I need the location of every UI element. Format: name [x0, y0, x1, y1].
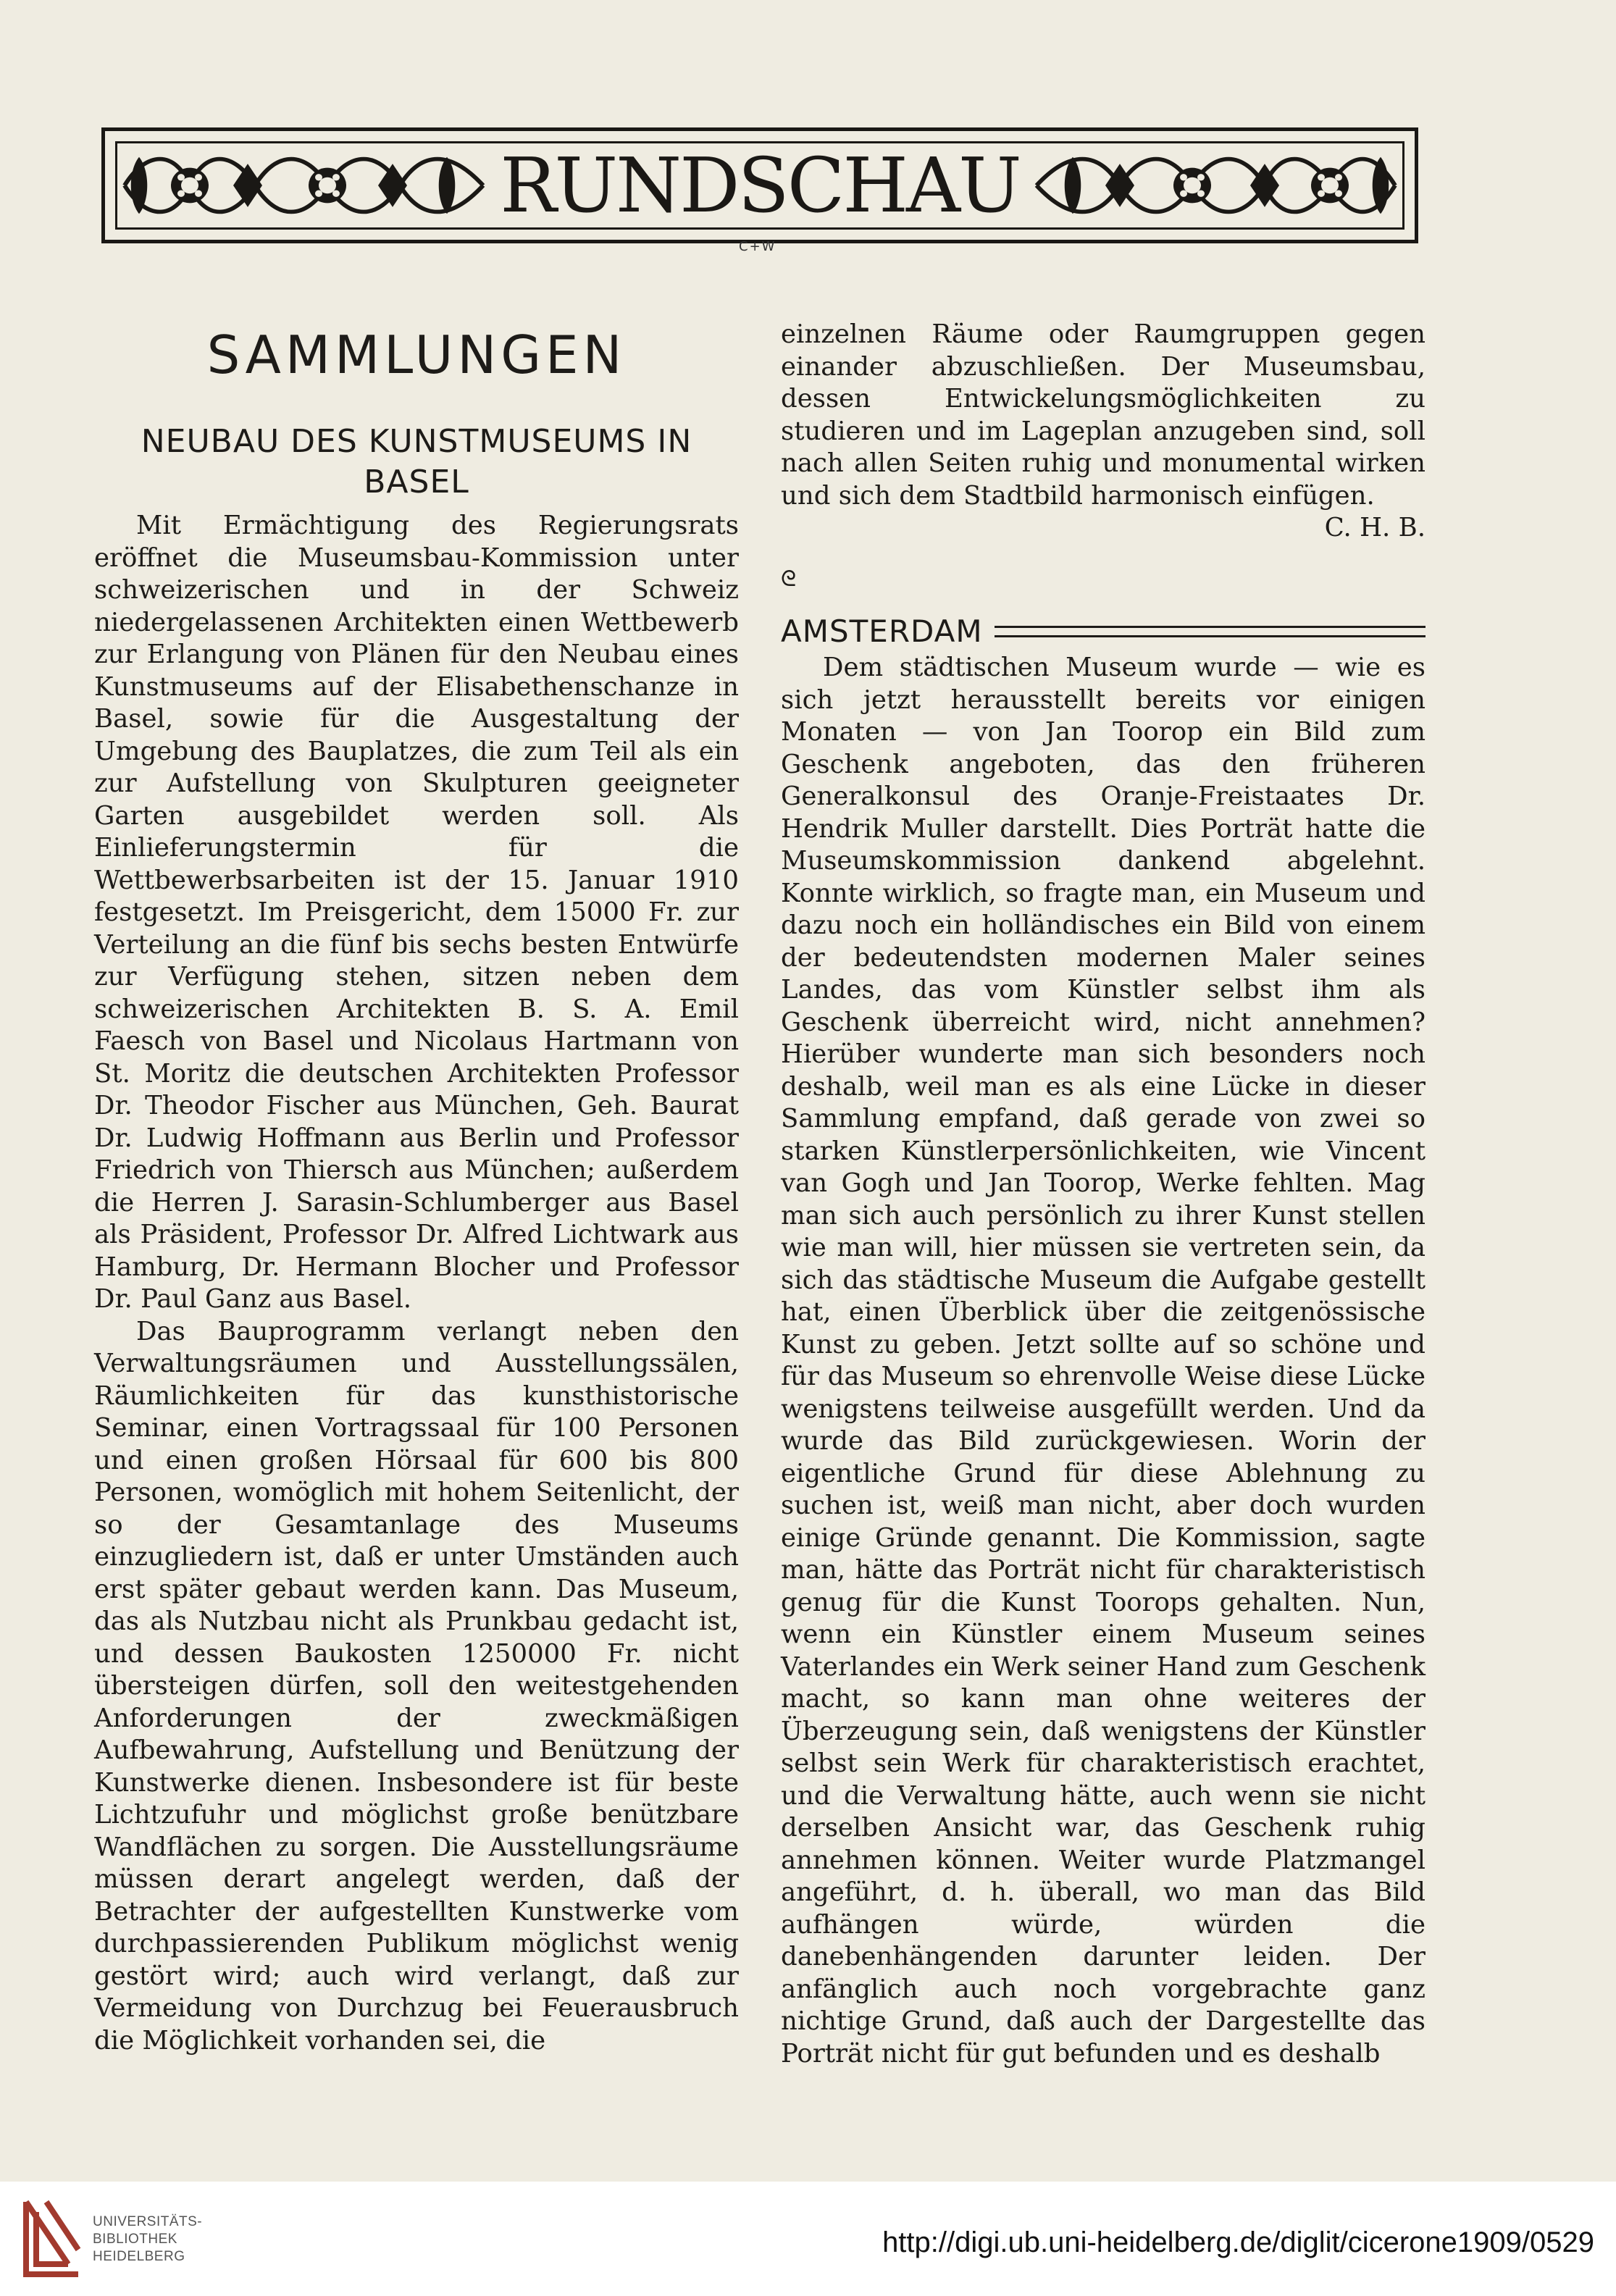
article-signature: C. H. B.	[1324, 513, 1425, 542]
footer-bar	[0, 2182, 1616, 2296]
section-divider-icon: ᘓ	[781, 566, 797, 592]
section-title: SAMMLUNGEN	[206, 324, 627, 385]
amsterdam-paragraph: Dem städtischen Museum wurde — wie es sich jetzt herausstellt bereits vor einigen Monaten — von Jan Toorop ein Bild zum Geschenk angeboten, das den früheren Generalkonsul des Oranje-Freistaates Dr. Hendrik Muller darstellt. Dies Porträt hatte die Museumskommission dankend abgelehnt. Konnte wirklich, so fragte man, ein Museum und dazu noch ein holländisches ein Bild von einem der bedeutendsten modernen Maler seines Landes, das vom Künstler selbst ihm als Geschenk überreicht wird, nicht annehmen? Hierüber wunderte man sich besonders noch deshalb, weil man es als eine Lücke in dieser Sammlung empfand, daß gerade von zwei so starken Künstlerpersönlichkeiten, wie Vincent van Gogh und Jan Toorop, Werke fehlten. Mag man sich auch persönlich zu ihrer Kunst stellen wie man will, hier müssen sie vertreten sein, da sich das städtische Museum die Aufgabe gestellt hat, einen Überblick über die zeitgenössische Kunst zu geben. Jetzt sollte auf so schöne und für das Museum so ehrenvolle Weise diese Lücke wenigstens teilweise ausgefüllt werden. Und da wurde das Bild zurückgewiesen. Worin der eigentliche Grund für diese Ablehnung zu suchen ist, weiß man nicht, aber doch wurden einige Gründe genannt. Die Kommission, sagte man, hätte das Porträt nicht für charakteristisch genug für die Kunst Toorops gehalten. Nun, wenn ein Künstler einem Museum seines Vaterlandes ein Werk seiner Hand zum Geschenk macht, so kann man ohne weiteres der Überzeugung sein, daß wenigstens der Künstler selbst sein Werk für charakteristisch erachtet, und die Verwaltung hätte, auch wenn sie nicht derselben Ansicht war, das Geschenk ruhig annehmen können. Weiter wurde Platzmangel angeführt, d. h. überall, wo man das Bild aufhängen würde, würden die danebenhängenden darunter leiden. Der anfänglich auch noch vorgebrachte ganz nichtige Grund, daß auch der Dargestellte das Porträt nicht für gut befunden und es deshalb	[781, 653, 1425, 2069]
library-name-line-2: BIBLIOTHEK	[93, 2232, 177, 2247]
right-column	[781, 319, 1425, 2070]
article-continuation: einzelnen Räume oder Raumgruppen gegen einander abzuschließen. Der Museumsbau, dessen Entwickelungsmöglichkeiten zu studieren und im Lageplan anzugeben sind, soll nach allen Seiten ruhig und monumental wirken und sich dem Stadtbild harmonisch einfügen.	[781, 319, 1425, 511]
city-heading-label: AMSTERDAM	[781, 613, 983, 649]
banner-title-box	[501, 141, 1018, 230]
ornament-left-icon	[117, 143, 490, 227]
library-logo-icon	[22, 2197, 83, 2279]
library-name-line-3: HEIDELBERG	[93, 2249, 185, 2264]
heading-rule	[995, 626, 1425, 637]
permalink-url[interactable]: http://digi.ub.uni-heidelberg.de/diglit/cicerone1909/0529	[882, 2226, 1594, 2258]
article-title: NEUBAU DES KUNSTMUSEUMS IN BASEL	[141, 423, 692, 500]
left-column	[94, 319, 739, 2057]
page-title: RUNDSCHAU	[500, 141, 1020, 230]
amsterdam-heading	[781, 613, 1425, 649]
header-banner	[101, 127, 1418, 243]
banner-frame	[115, 141, 1404, 230]
article-paragraph-1: Mit Ermächtigung des Regierungsrats eröffnet die Museumsbau-Kommission unter schweizerischen und in der Schweiz niedergelassenen Architekten einen Wettbewerb zur Erlangung von Plänen für den Neubau eines Kunstmuseums auf der Elisabethenschanze in Basel, sowie für die Ausgestaltung der Umgebung des Bauplatzes, die zum Teil als ein zur Aufstellung von Skulpturen geeigneter Garten ausgebildet werden soll. Als Einlieferungstermin für die Wettbewerbsarbeiten ist der 15. Januar 1910 festgesetzt. Im Preisgericht, dem 15000 Fr. zur Verteilung an die fünf bis sechs besten Entwürfe zur Verfügung stehen, sitzen neben dem schweizerischen Architekten B. S. A. Emil Faesch von Basel und Nicolaus Hartmann von St. Moritz die deutschen Architekten Professor Dr. Theodor Fischer aus München, Geh. Baurat Dr. Ludwig Hoffmann aus Berlin und Professor Friedrich von Thiersch aus München; außerdem die Herren J. Sarasin-Schlumberger aus Basel als Präsident, Professor Dr. Alfred Lichtwark aus Hamburg, Dr. Hermann Blocher und Professor Dr. Paul Ganz aus Basel.	[94, 511, 739, 1314]
header-monogram: C+W	[739, 239, 776, 254]
library-name-line-1: UNIVERSITÄTS-	[93, 2214, 203, 2229]
ornament-right-icon	[1029, 143, 1402, 227]
library-name	[93, 2213, 202, 2266]
article-paragraph-2: Das Bauprogramm verlangt neben den Verwaltungsräumen und Ausstellungssälen, Räumlichkeiten für das kunsthistorische Seminar, einen Vortragssaal für 100 Personen und einen großen Hörsaal für 600 bis 800 Personen, womöglich mit hohem Seitenlicht, der so der Gesamtanlage des Museums einzugliedern ist, daß er unter Umständen auch erst später gebaut werden kann. Das Museum, das als Nutzbau nicht als Prunkbau gedacht ist, und dessen Baukosten 1250000 Fr. nicht übersteigen dürfen, soll den weitestgehenden Anforderungen der zweckmäßigen Aufbewahrung, Aufstellung und Benützung der Kunstwerke dienen. Insbesondere ist für beste Lichtzufuhr und möglichst große benützbare Wandflächen zu sorgen. Die Ausstellungsräume müssen derart angelegt werden, daß der Betrachter der aufgestellten Kunstwerke vom durchpassierenden Publikum möglichst wenig gestört wird; auch wird verlangt, daß zur Vermeidung von Durchzug bei Feuerausbruch die Möglichkeit vorhanden sei, die	[94, 1316, 739, 2056]
